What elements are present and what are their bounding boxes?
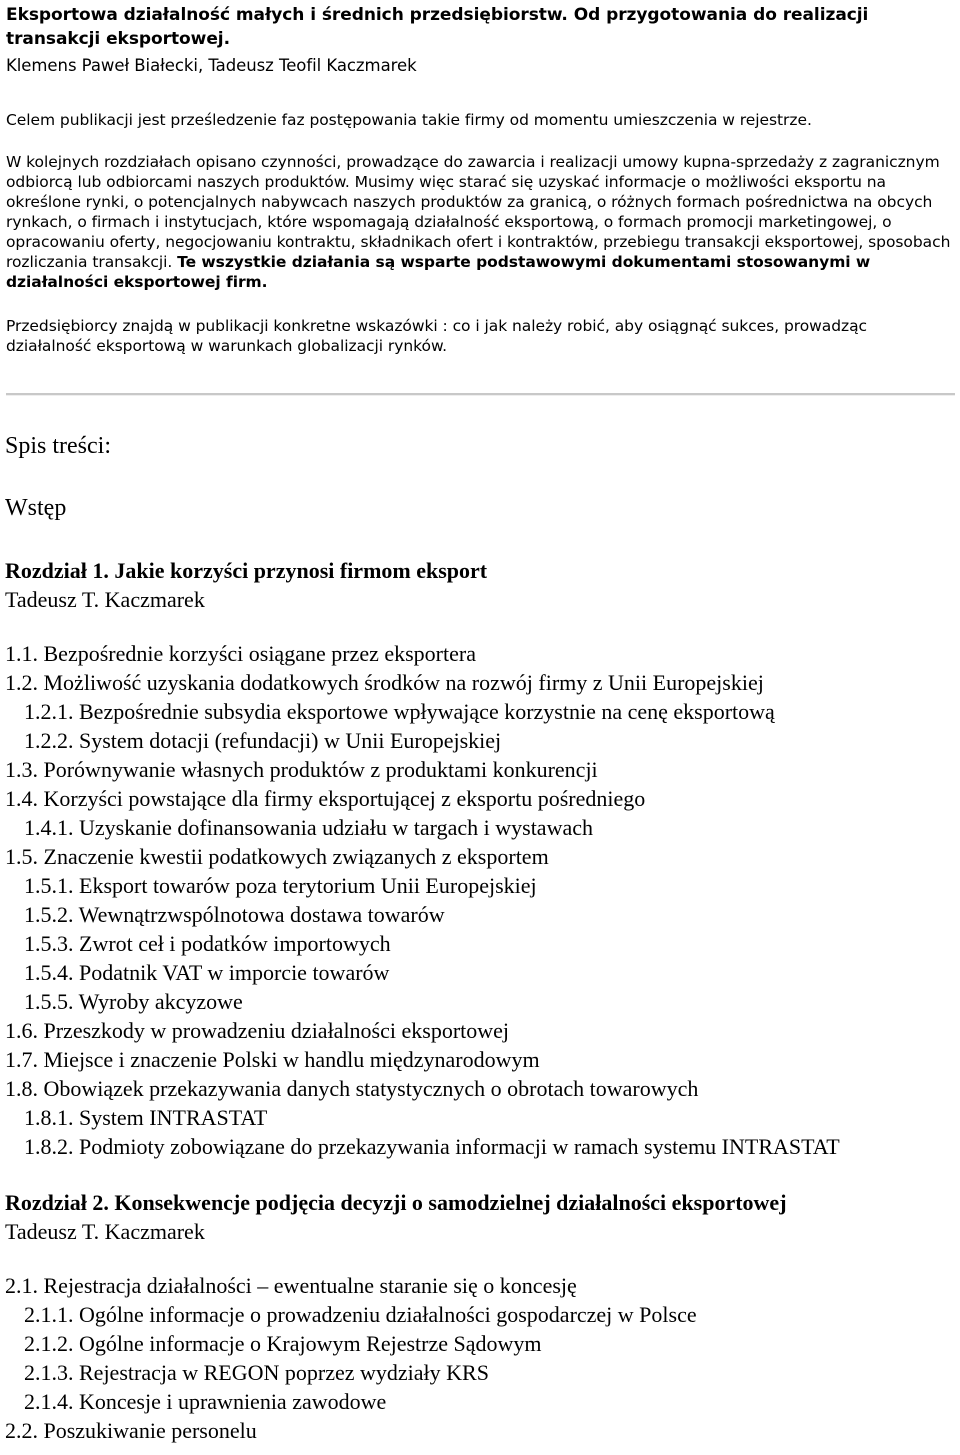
toc-entry: 1.5. Znaczenie kwestii podatkowych związanych z eksportem bbox=[5, 844, 549, 869]
toc-entry: 1.2.2. System dotacji (refundacji) w Unii Europejskiej bbox=[24, 728, 502, 753]
toc-entry: 1.8.2. Podmioty zobowiązane do przekazywania informacji w ramach systemu INTRASTAT bbox=[24, 1134, 840, 1159]
toc-entry: 1.5.1. Eksport towarów poza terytorium Unii Europejskiej bbox=[24, 873, 537, 898]
chapter-1-author: Tadeusz T. Kaczmarek bbox=[5, 587, 205, 612]
spacer bbox=[5, 1246, 955, 1271]
toc-entry: 2.1. Rejestracja działalności – ewentualne staranie się o koncesję bbox=[5, 1273, 577, 1298]
toc-entry: 1.6. Przeszkody w prowadzeniu działalności eksportowej bbox=[5, 1018, 510, 1043]
chapter-2-title: Rozdział 2. Konsekwencje podjęcia decyzji o samodzielnej działalności eksportowej bbox=[5, 1190, 787, 1215]
chapter-2-author: Tadeusz T. Kaczmarek bbox=[5, 1219, 205, 1244]
spacer bbox=[5, 1161, 955, 1188]
description-paragraph-1: Celem publikacji jest prześledzenie faz postępowania takie firmy od momentu umieszczenia w rejestrze. bbox=[6, 111, 812, 129]
toc-entry: 2.1.4. Koncesje i uprawnienia zawodowe bbox=[24, 1389, 387, 1414]
toc-entry: 1.1. Bezpośrednie korzyści osiągane przez eksportera bbox=[5, 641, 476, 666]
toc-entry: 1.5.4. Podatnik VAT w imporcie towarów bbox=[24, 960, 390, 985]
spacer bbox=[5, 614, 955, 639]
chapter-2-items bbox=[5, 1271, 955, 1445]
toc-entry: 2.1.1. Ogólne informacje o prowadzeniu działalności gospodarczej w Polsce bbox=[24, 1302, 697, 1327]
toc-entry: 1.3. Porównywanie własnych produktów z produktami konkurencji bbox=[5, 757, 598, 782]
description-paragraph-2-text: W kolejnych rozdziałach opisano czynności, prowadzące do zawarcia i realizacji umowy kupna-sprzedaży z zagranicznym odbiorcą lub odbiorcami naszych produktów. Musimy więc starać się uzyskać informacje o możliwości eksportu na określone rynki, o potencjalnych nabywcach naszych produktów za granicą, o różnych formach pośrednictwa na obcych rynkach, o firmach i instytucjach, które wspomagają działalność eksportową, o formach promocji marketingowej, o opracowaniu oferty, negocjowaniu kontraktu, składnikach ofert i kontraktów, przebiegu transakcji eksportowej, sposobach rozliczania transakcji. bbox=[6, 153, 951, 271]
toc-entry: 1.8. Obowiązek przekazywania danych statystycznych o obrotach towarowych bbox=[5, 1076, 699, 1101]
toc-entry: 1.8.1. System INTRASTAT bbox=[24, 1105, 268, 1130]
toc-entry: 1.4.1. Uzyskanie dofinansowania udziału w targach i wystawach bbox=[24, 815, 593, 840]
toc-entry: 1.4. Korzyści powstające dla firmy eksportującej z eksportu pośredniego bbox=[5, 786, 646, 811]
toc-entry: 2.1.2. Ogólne informacje o Krajowym Rejestrze Sądowym bbox=[24, 1331, 542, 1356]
toc-entry: 1.5.3. Zwrot ceł i podatków importowych bbox=[24, 931, 391, 956]
chapter-1-title: Rozdział 1. Jakie korzyści przynosi firmom eksport bbox=[5, 558, 488, 583]
description-paragraph-2 bbox=[6, 152, 956, 292]
description-paragraph-3: Przedsiębiorcy znajdą w publikacji konkretne wskazówki : co i jak należy robić, aby osiągnąć sukces, prowadząc działalność eksportową w warunkach globalizacji rynków. bbox=[6, 317, 868, 355]
publication-authors: Klemens Paweł Białecki, Tadeusz Teofil Kaczmarek bbox=[6, 56, 417, 75]
toc-entry: 2.1.3. Rejestracja w REGON poprzez wydziały KRS bbox=[24, 1360, 489, 1385]
toc-entry: 1.5.2. Wewnątrzwspólnotowa dostawa towarów bbox=[24, 902, 445, 927]
chapter-1-items bbox=[5, 639, 955, 1161]
toc-entry: 1.2. Możliwość uzyskania dodatkowych środków na rozwój firmy z Unii Europejskiej bbox=[5, 670, 764, 695]
toc-entry: 1.5.5. Wyroby akcyzowe bbox=[24, 989, 243, 1014]
toc-entry: 1.7. Miejsce i znaczenie Polski w handlu międzynarodowym bbox=[5, 1047, 540, 1072]
description-paragraph-2-bold: Te wszystkie działania są wsparte podstawowymi dokumentami stosowanymi w działalności eksportowej firm. bbox=[6, 253, 871, 291]
publication-title: Eksportowa działalność małych i średnich przedsiębiorstw. Od przygotowania do realizacji transakcji eksportowej. bbox=[6, 5, 869, 49]
toc-heading: Spis treści: bbox=[5, 433, 111, 459]
section-divider bbox=[6, 393, 955, 396]
table-of-contents bbox=[5, 432, 955, 1445]
toc-intro: Wstęp bbox=[5, 495, 67, 521]
toc-entry: 2.2. Poszukiwanie personelu bbox=[5, 1418, 257, 1443]
toc-entry: 1.2.1. Bezpośrednie subsydia eksportowe wpływające korzystnie na cenę eksportową bbox=[24, 699, 775, 724]
